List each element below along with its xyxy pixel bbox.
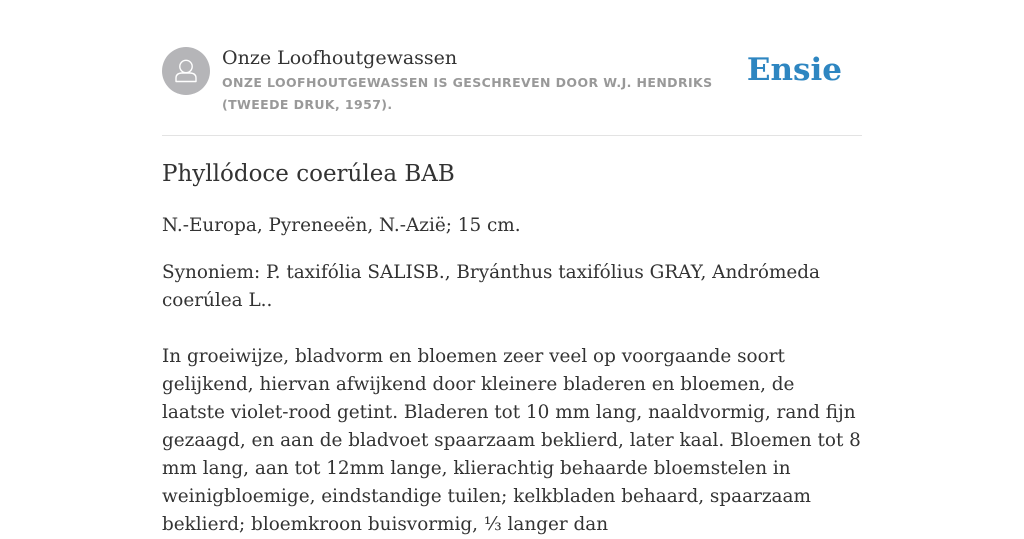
article xyxy=(162,158,862,539)
source-title[interactable]: Onze Loofhoutgewassen xyxy=(222,47,458,69)
article-synonyms: Synoniem: P. taxifólia SALISB., Bryánthus taxifólius GRAY, Andrómeda coerúlea L.. xyxy=(162,262,821,311)
user-avatar-icon xyxy=(162,47,210,95)
ensie-logo[interactable]: Ensie xyxy=(746,52,842,88)
source-header xyxy=(162,46,862,136)
header-divider xyxy=(162,135,862,136)
article-range: N.-Europa, Pyreneeën, N.-Azië; 15 cm. xyxy=(162,215,521,236)
article-title: Phyllódoce coerúlea BAB xyxy=(162,161,455,187)
source-description: ONZE LOOFHOUTGEWASSEN IS GESCHREVEN DOOR W.J. HENDRIKS (TWEEDE DRUK, 1957). xyxy=(222,75,713,112)
article-description: In groeiwijze, bladvorm en bloemen zeer veel op voorgaande soort gelijkend, hiervan afwijkend door kleinere bladeren en bloemen, de laatste violet-rood getint. Bladeren tot 10 mm lang, naaldvormig, rand fijn gezaagd, en aan de bladvoet spaarzaam beklierd, later kaal. Bloemen tot 8 mm lang, aan tot 12mm lange, klierachtig behaarde bloemstelen in weinigbloemige, eindstandige tuilen; kelkbladen behaard, spaarzaam beklierd; bloemkroon buisvormig, ⅓ langer dan xyxy=(162,346,861,535)
avatar xyxy=(162,47,210,95)
